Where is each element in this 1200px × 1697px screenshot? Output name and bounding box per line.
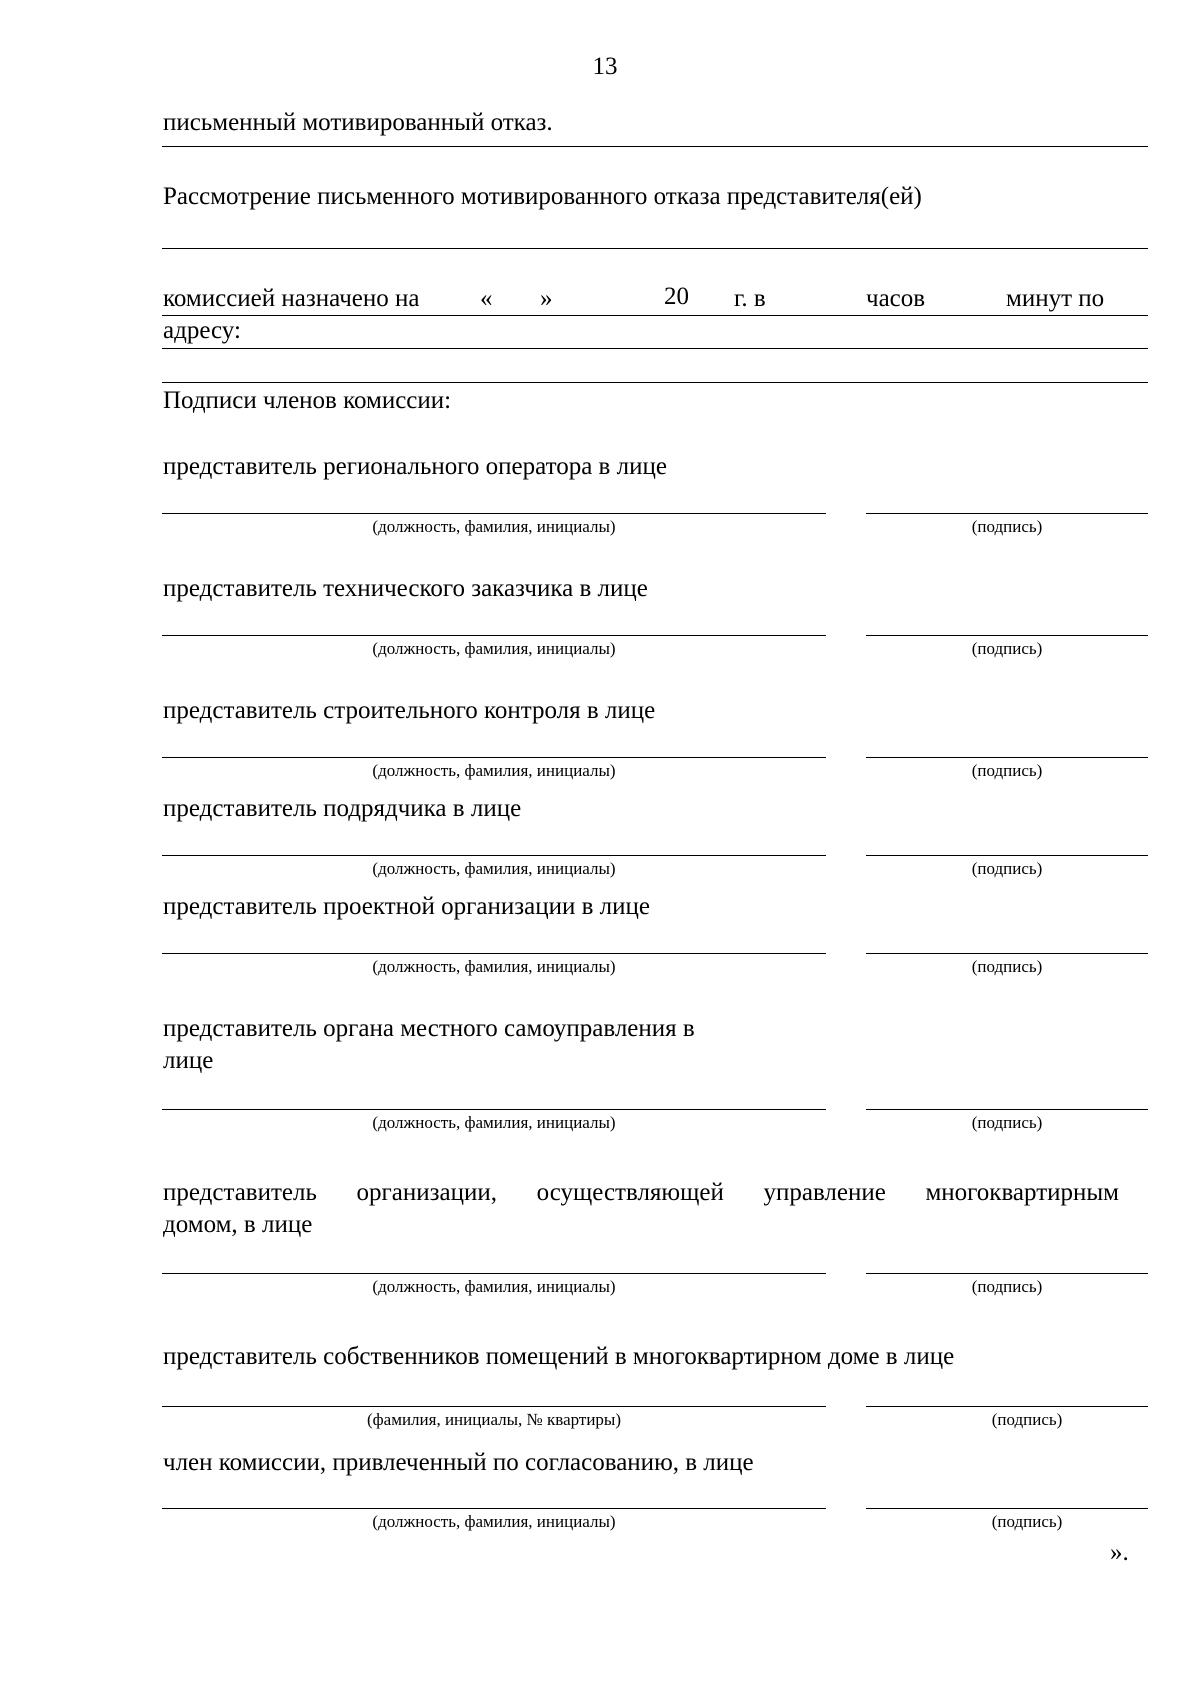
signatures-title: Подписи членов комиссии: — [163, 387, 452, 414]
name-caption: (должность, фамилия, инициалы) — [372, 1277, 616, 1296]
year-suffix: г. в — [734, 285, 766, 312]
member-label: представитель проектной организации в лице — [163, 893, 650, 920]
signature-caption: (подпись) — [971, 1277, 1043, 1296]
signature-line — [866, 635, 1148, 636]
name-caption: (должность, фамилия, инициалы) — [372, 957, 616, 976]
underline — [162, 315, 1148, 316]
signature-caption: (подпись) — [971, 1113, 1043, 1132]
hours-label: часов — [866, 285, 926, 312]
name-caption: (должность, фамилия, инициалы) — [372, 639, 616, 658]
name-line — [162, 757, 826, 758]
name-line — [162, 953, 826, 954]
signature-caption: (подпись) — [971, 957, 1043, 976]
quote-close: » — [540, 285, 553, 312]
signature-line — [866, 855, 1148, 856]
name-caption: (фамилия, инициалы, № квартиры) — [366, 1410, 622, 1429]
name-line — [162, 1273, 826, 1274]
name-caption: (должность, фамилия, инициалы) — [372, 517, 616, 536]
signature-caption: (подпись) — [971, 639, 1043, 658]
signature-caption: (подпись) — [991, 1512, 1063, 1531]
member-label: представитель организации, осуществляющей управление многоквартирным — [163, 1179, 1119, 1206]
name-line — [162, 1109, 826, 1110]
member-label: представитель строительного контроля в лице — [163, 697, 656, 724]
member-label-continued: лице — [163, 1047, 214, 1074]
closing-quote: ». — [1110, 1539, 1129, 1566]
name-line — [162, 1508, 826, 1509]
signature-line — [866, 513, 1148, 514]
name-line — [162, 1406, 826, 1407]
signature-caption: (подпись) — [971, 761, 1043, 780]
member-label: представитель подрядчика в лице — [163, 795, 522, 822]
intro-line: письменный мотивированный отказ. — [163, 109, 553, 136]
underline — [162, 382, 1148, 383]
signature-line — [866, 1508, 1148, 1509]
name-line — [162, 513, 826, 514]
quote-open: « — [480, 285, 493, 312]
member-label: представитель регионального оператора в лице — [163, 453, 667, 480]
signature-line — [866, 1273, 1148, 1274]
signature-caption: (подпись) — [971, 859, 1043, 878]
assigned-label: комиссией назначено на — [163, 285, 420, 312]
signature-line — [866, 1109, 1148, 1110]
page-number: 13 — [592, 53, 618, 80]
name-caption: (должность, фамилия, инициалы) — [372, 761, 616, 780]
signature-caption: (подпись) — [971, 517, 1043, 536]
signature-line — [866, 1406, 1148, 1407]
name-caption: (должность, фамилия, инициалы) — [372, 1113, 616, 1132]
signature-line — [866, 757, 1148, 758]
member-label: представитель органа местного самоуправления в — [163, 1015, 695, 1042]
name-caption: (должность, фамилия, инициалы) — [372, 859, 616, 878]
member-label-continued: домом, в лице — [163, 1211, 313, 1238]
member-label: представитель собственников помещений в многоквартирном доме в лице — [163, 1343, 955, 1370]
year-prefix: 20 — [664, 283, 689, 310]
review-text: Рассмотрение письменного мотивированного отказа представителя(ей) — [163, 183, 922, 210]
name-caption: (должность, фамилия, инициалы) — [372, 1512, 616, 1531]
minutes-label: минут по — [1006, 285, 1105, 312]
member-label: член комиссии, привлеченный по согласованию, в лице — [163, 1449, 754, 1476]
name-line — [162, 855, 826, 856]
name-line — [162, 635, 826, 636]
underline — [162, 146, 1148, 147]
address-label: адресу: — [163, 317, 241, 344]
member-label: представитель технического заказчика в лице — [163, 575, 648, 602]
underline — [162, 348, 1148, 349]
signature-line — [866, 953, 1148, 954]
underline — [162, 248, 1148, 249]
signature-caption: (подпись) — [991, 1410, 1063, 1429]
